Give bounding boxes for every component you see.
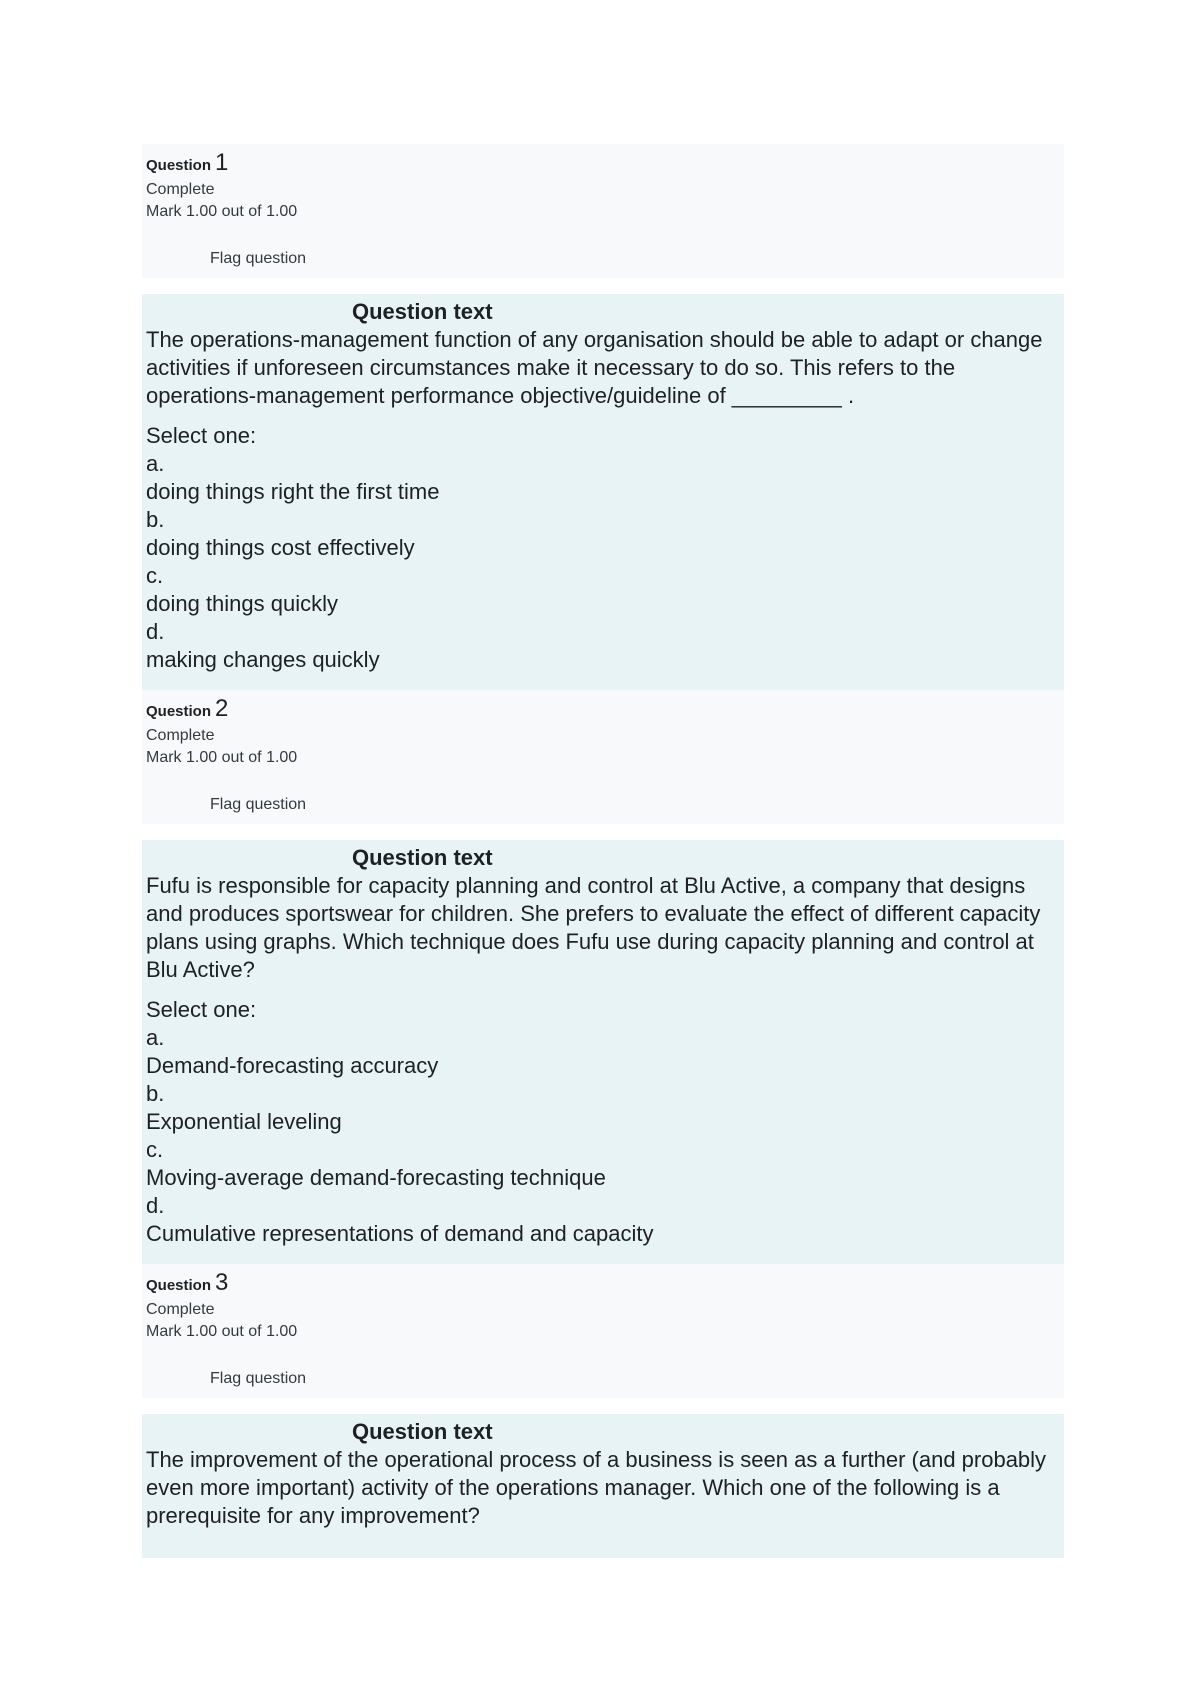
answer-letter: a.: [146, 1025, 165, 1050]
answer-text: doing things quickly: [146, 591, 339, 616]
flag-question-button[interactable]: [194, 250, 306, 268]
question-3-content: [142, 1414, 1064, 1558]
question-number: Question 3: [146, 1269, 229, 1296]
select-one-prompt: Select one:: [146, 997, 257, 1022]
question-grade: Mark 1.00 out of 1.00: [146, 1323, 298, 1340]
question-number: Question 1: [146, 149, 229, 176]
question-text-heading: Question text: [352, 845, 493, 870]
answer-option-a[interactable]: [146, 450, 1060, 506]
answer-letter: a.: [146, 451, 165, 476]
question-2-content: [142, 840, 1064, 1264]
question-2-info: [142, 690, 1064, 824]
question-text-heading: Question text: [352, 1419, 493, 1444]
select-one-prompt: Select one:: [146, 423, 257, 448]
question-text: The operations-management function of any organisation should be able to adapt or change activities if unforeseen circumstances make it necessary to do so. This refers to the operations-management performance objective/guideline of _________ .: [146, 327, 1043, 408]
answer-letter: b.: [146, 507, 165, 532]
flag-question-button[interactable]: [194, 796, 306, 814]
question-1-content: [142, 294, 1064, 690]
question-text-heading: Question text: [352, 299, 493, 324]
question-3-info: [142, 1264, 1064, 1398]
answer-text: Exponential leveling: [146, 1109, 342, 1134]
answer-letter: d.: [146, 619, 165, 644]
answer-option-d[interactable]: [146, 618, 1060, 674]
answer-option-b[interactable]: [146, 1080, 1060, 1136]
answer-text: doing things right the first time: [146, 479, 440, 504]
question-number: Question 2: [146, 695, 229, 722]
question-1-info: [142, 144, 1064, 278]
question-state: Complete: [146, 181, 215, 198]
flag-question-label: Flag question: [210, 250, 307, 267]
answer-letter: c.: [146, 563, 164, 588]
answer-option-a[interactable]: [146, 1024, 1060, 1080]
flag-icon: [194, 252, 204, 266]
question-grade: Mark 1.00 out of 1.00: [146, 203, 298, 220]
question-grade: Mark 1.00 out of 1.00: [146, 749, 298, 766]
flag-icon: [194, 1372, 204, 1386]
answer-option-c[interactable]: [146, 562, 1060, 618]
answer-letter: c.: [146, 1137, 164, 1162]
flag-question-button[interactable]: [194, 1370, 306, 1388]
answer-text: making changes quickly: [146, 647, 380, 672]
answer-option-b[interactable]: [146, 506, 1060, 562]
answer-text: doing things cost effectively: [146, 535, 415, 560]
answer-option-d[interactable]: [146, 1192, 1060, 1248]
quiz-review: [142, 144, 1064, 1558]
answer-letter: b.: [146, 1081, 165, 1106]
answer-text: Cumulative representations of demand and capacity: [146, 1221, 654, 1246]
question-state: Complete: [146, 727, 215, 744]
question-text: Fufu is responsible for capacity planning and control at Blu Active, a company that designs and produces sportswear for children. She prefers to evaluate the effect of different capacity plans using graphs. Which technique does Fufu use during capacity planning and control at Blu Active?: [146, 873, 1041, 982]
flag-icon: [194, 798, 204, 812]
question-text: The improvement of the operational process of a business is seen as a further (and probably even more important) activity of the operations manager. Which one of the following is a prerequisite for any improvement?: [146, 1447, 1047, 1528]
answer-option-c[interactable]: [146, 1136, 1060, 1192]
flag-question-label: Flag question: [210, 796, 307, 813]
flag-question-label: Flag question: [210, 1370, 307, 1387]
answer-text: Demand-forecasting accuracy: [146, 1053, 439, 1078]
answer-text: Moving-average demand-forecasting technique: [146, 1165, 606, 1190]
answer-letter: d.: [146, 1193, 165, 1218]
question-state: Complete: [146, 1301, 215, 1318]
